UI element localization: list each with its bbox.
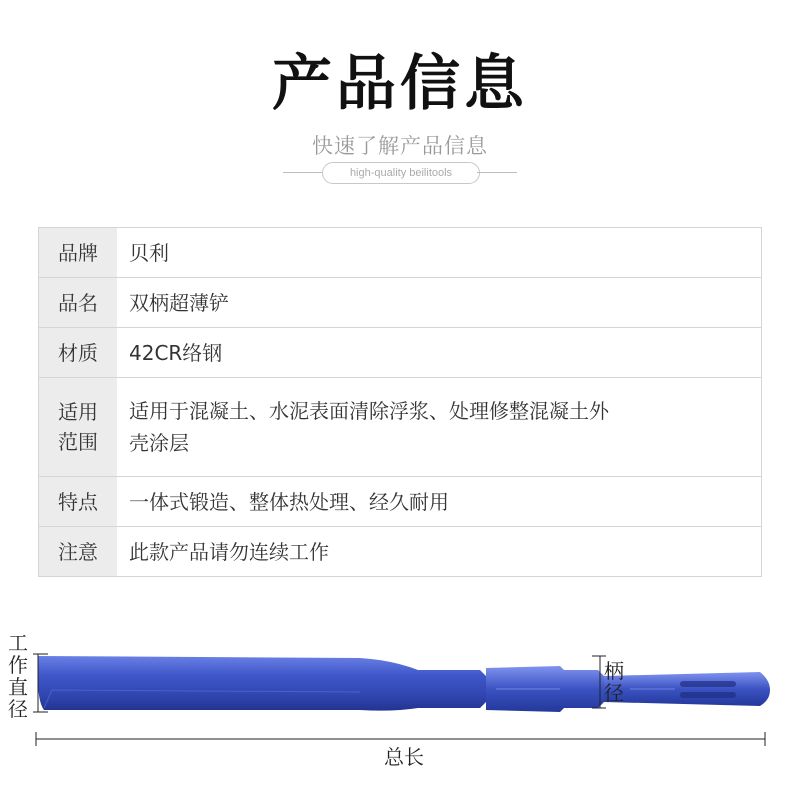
tool-diagram xyxy=(0,620,800,800)
label-char: 径 xyxy=(8,697,28,721)
spec-value-material: 42CR络钢 xyxy=(117,328,762,378)
spec-key-material: 材质 xyxy=(39,328,118,378)
total-length-label: 总长 xyxy=(384,745,424,769)
spec-key-scope-line1: 适用 xyxy=(58,400,98,424)
spec-table xyxy=(38,227,762,577)
spec-key-scope-line2: 范围 xyxy=(58,430,98,454)
spec-key-features: 特点 xyxy=(39,477,118,527)
table-row xyxy=(39,527,762,577)
shank-diameter-label xyxy=(602,660,626,704)
divider-left xyxy=(283,172,323,173)
page-title: 产品信息 xyxy=(272,49,528,119)
brand-tag: high-quality beilitools xyxy=(322,162,480,184)
label-char: 柄 xyxy=(604,659,624,683)
label-char: 径 xyxy=(604,681,624,705)
table-row xyxy=(39,378,762,477)
table-row xyxy=(39,328,762,378)
spec-value-notice: 此款产品请勿连续工作 xyxy=(117,527,762,577)
spec-value-features: 一体式锻造、整体热处理、经久耐用 xyxy=(117,477,762,527)
label-char: 工 xyxy=(8,631,28,655)
divider-right xyxy=(477,172,517,173)
spec-key-scope xyxy=(39,378,118,477)
working-diameter-label xyxy=(6,632,30,720)
table-row xyxy=(39,477,762,527)
spec-value-name: 双柄超薄铲 xyxy=(117,278,762,328)
spec-key-brand: 品牌 xyxy=(39,228,118,278)
spec-value-scope-line2: 壳涂层 xyxy=(129,431,189,455)
chisel-image xyxy=(0,620,800,800)
spec-value-scope-line1: 适用于混凝土、水泥表面清除浮浆、处理修整混凝土外 xyxy=(129,399,609,423)
chisel-sds-shank xyxy=(604,672,770,706)
spec-value-scope xyxy=(117,378,762,477)
spec-key-notice: 注意 xyxy=(39,527,118,577)
spec-key-name: 品名 xyxy=(39,278,118,328)
label-char: 直 xyxy=(8,675,28,699)
chisel-blade xyxy=(38,656,486,711)
page-subtitle: 快速了解产品信息 xyxy=(312,134,488,158)
spec-value-brand: 贝利 xyxy=(117,228,762,278)
table-row xyxy=(39,278,762,328)
label-char: 作 xyxy=(8,653,28,677)
table-row xyxy=(39,228,762,278)
